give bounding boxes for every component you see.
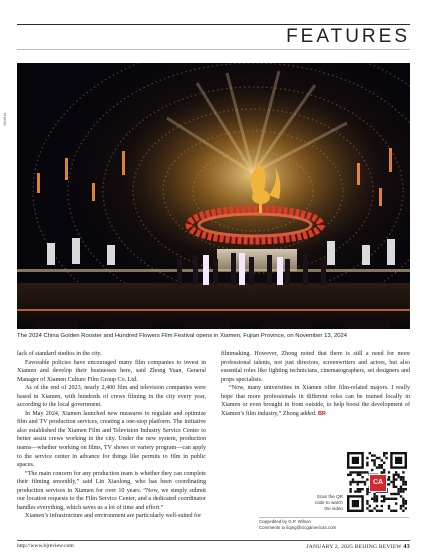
qr-module (390, 510, 392, 512)
qr-module (383, 469, 385, 471)
qr-module (373, 500, 375, 502)
qr-module (352, 481, 354, 483)
footer-url[interactable]: http://www.bjreview.com (17, 543, 74, 549)
qr-module (366, 462, 368, 464)
header-rule (17, 24, 410, 25)
qr-module (361, 471, 363, 473)
qr-module (390, 481, 392, 483)
qr-module (357, 471, 359, 473)
qr-module (393, 474, 395, 476)
qr-module (395, 498, 397, 500)
qr-module (378, 457, 380, 459)
qr-module (349, 481, 351, 483)
qr-module (383, 452, 385, 454)
qr-module (349, 490, 351, 492)
festival-photo (17, 63, 410, 329)
qr-note (296, 494, 343, 512)
qr-module (383, 500, 385, 502)
qr-module (349, 474, 351, 476)
qr-module (373, 454, 375, 456)
qr-module (359, 481, 361, 483)
qr-module (369, 505, 371, 507)
credits-rule (259, 517, 409, 518)
qr-module (361, 481, 363, 483)
qr-module (371, 459, 373, 461)
paragraph (221, 384, 410, 418)
qr-module (402, 476, 404, 478)
qr-module (388, 476, 390, 478)
qr-module (373, 495, 375, 497)
qr-module (385, 452, 387, 454)
qr-module (359, 490, 361, 492)
qr-module (359, 488, 361, 490)
qr-module (366, 464, 368, 466)
footer-issue (306, 543, 410, 550)
qr-module (373, 493, 375, 495)
qr-module (366, 493, 368, 495)
photo-credit: XINHUA (3, 112, 7, 126)
qr-module (357, 483, 359, 485)
paragraph-text: “Now, many universities in Xiamen offer film-related majors. I really hope that more professionals in different roles can be trained locally in Xiamen or even brought in from outside, to help boost the development of Xiamen’s film industry,” Zhong added. (221, 385, 410, 417)
copyedit-credit: Copyedited by G.P. Wilson (259, 519, 311, 524)
qr-module (405, 500, 407, 502)
qr-module (397, 488, 399, 490)
qr-module (400, 505, 402, 507)
qr-module (361, 488, 363, 490)
qr-module (393, 486, 395, 488)
qr-module (381, 464, 383, 466)
qr-module (371, 510, 373, 512)
qr-module (381, 505, 383, 507)
qr-module (366, 507, 368, 509)
qr-note-line: code to watch (314, 500, 343, 505)
qr-finder (395, 457, 402, 464)
qr-module (388, 505, 390, 507)
footer-issue-text: JANUARY 2, 2025 BEIJING REVIEW (306, 544, 402, 550)
qr-module (383, 454, 385, 456)
qr-module (400, 476, 402, 478)
header-rule-secondary (17, 49, 410, 50)
qr-module (400, 495, 402, 497)
qr-module (393, 476, 395, 478)
qr-module (352, 471, 354, 473)
qr-module (376, 498, 378, 500)
qr-module (373, 498, 375, 500)
qr-module (381, 500, 383, 502)
qr-module (349, 488, 351, 490)
qr-module (397, 493, 399, 495)
photo-caption: The 2024 China Golden Rooster and Hundred Flowers Film Festival opens in Xiamen, Fujian Province, on November 13, 2024 (17, 333, 348, 339)
qr-module (357, 481, 359, 483)
qr-module (364, 481, 366, 483)
qr-module (402, 471, 404, 473)
qr-module (359, 471, 361, 473)
credits (259, 519, 409, 531)
qr-note-line: the video (324, 506, 343, 511)
qr-module (397, 476, 399, 478)
qr-module (390, 498, 392, 500)
qr-module (402, 510, 404, 512)
qr-module (352, 478, 354, 480)
qr-module (402, 500, 404, 502)
qr-module (395, 478, 397, 480)
paragraph: Xiamen’s infrastructure and environment are particularly well-suited for (25, 513, 202, 520)
qr-module (383, 462, 385, 464)
qr-module (400, 490, 402, 492)
article-column-right (221, 350, 410, 418)
end-mark: BR (317, 410, 326, 417)
article-column-left (17, 350, 206, 521)
qr-module (388, 507, 390, 509)
festival-photo-art (17, 63, 410, 329)
qr-module (371, 454, 373, 456)
qr-module (378, 510, 380, 512)
qr-module (371, 498, 373, 500)
qr-module (395, 471, 397, 473)
qr-module (376, 500, 378, 502)
qr-module (405, 483, 407, 485)
paragraph: filmmaking. However, Zhong noted that there is still a need for more professional talents, not just directors, screenwriters and actors, but also essential roles like lighting technicians, cinematographers, set designers and props specialists. (221, 351, 410, 383)
qr-module (373, 462, 375, 464)
qr-module (376, 510, 378, 512)
qr-module (388, 498, 390, 500)
qr-module (383, 498, 385, 500)
qr-module (405, 502, 407, 504)
qr-module (400, 488, 402, 490)
qr-module (405, 488, 407, 490)
qr-module (364, 483, 366, 485)
qr-module (393, 498, 395, 500)
qr-module (400, 486, 402, 488)
qr-module (385, 457, 387, 459)
qr-module (357, 488, 359, 490)
qr-module (402, 490, 404, 492)
qr-module (395, 510, 397, 512)
qr-module (364, 471, 366, 473)
qr-finder (352, 500, 359, 507)
qr-module (388, 471, 390, 473)
paragraph: In May 2024, Xiamen launched new measures to regulate and optimize film and TV production services, creating a one-stop platform. The initiative also established the Xiamen Film and Television Industry Service Center to better assist crews working in the city. Under the new system, production teams—whether working on films, TV shows or variety program—can apply to the service center in advance for things like permits to film in public spaces. (17, 410, 206, 469)
qr-module (369, 510, 371, 512)
qr-module (376, 457, 378, 459)
qr-module (349, 471, 351, 473)
qr-module (400, 507, 402, 509)
paragraph: Favorable policies have encouraged many film companies to invest in Xiamen and develop their businesses here, said Zhong Yuan, General Manager of Xiamen Culture Film Group Co. Ltd. (17, 359, 206, 383)
qr-module (397, 474, 399, 476)
qr-module (376, 505, 378, 507)
qr-module (354, 481, 356, 483)
qr-module (366, 500, 368, 502)
qr-module (393, 493, 395, 495)
qr-module (400, 478, 402, 480)
qr-module (397, 490, 399, 492)
footer-rule (17, 540, 410, 541)
qr-module (388, 483, 390, 485)
qr-module (393, 510, 395, 512)
qr-code[interactable] (347, 452, 407, 512)
qr-module (376, 466, 378, 468)
qr-module (395, 493, 397, 495)
qr-module (381, 510, 383, 512)
qr-module (393, 478, 395, 480)
qr-module (373, 507, 375, 509)
qr-module (376, 495, 378, 497)
qr-module (395, 474, 397, 476)
qr-module (405, 481, 407, 483)
qr-module (402, 478, 404, 480)
qr-module (402, 498, 404, 500)
qr-module (388, 478, 390, 480)
qr-module (357, 490, 359, 492)
qr-logo: CA (369, 474, 387, 492)
page-number: 43 (403, 543, 410, 550)
qr-module (378, 464, 380, 466)
qr-module (381, 495, 383, 497)
qr-module (385, 498, 387, 500)
qr-module (402, 483, 404, 485)
qr-module (381, 466, 383, 468)
qr-module (373, 464, 375, 466)
qr-note-line: Scan the QR (316, 494, 343, 499)
qr-module (371, 469, 373, 471)
qr-module (405, 507, 407, 509)
qr-module (347, 474, 349, 476)
qr-module (361, 476, 363, 478)
qr-module (366, 457, 368, 459)
qr-module (402, 502, 404, 504)
qr-module (402, 488, 404, 490)
qr-module (381, 459, 383, 461)
qr-module (369, 452, 371, 454)
qr-module (402, 481, 404, 483)
qr-module (393, 483, 395, 485)
comments-email[interactable]: Comments to liqing@cicgamericas.com (259, 525, 337, 531)
section-title: FEATURES (286, 26, 410, 47)
qr-module (383, 495, 385, 497)
qr-module (378, 466, 380, 468)
paragraph: As of the end of 2023, nearly 2,400 film and television companies were based in Xiamen, with hundreds of crews filming in the city every year, according to the local government. (17, 385, 206, 409)
qr-finder (352, 457, 359, 464)
qr-module (349, 483, 351, 485)
qr-module (373, 459, 375, 461)
paragraph: lack of standard studios in the city. (17, 351, 102, 357)
qr-module (390, 493, 392, 495)
qr-module (354, 471, 356, 473)
qr-module (393, 481, 395, 483)
qr-module (354, 490, 356, 492)
qr-module (395, 502, 397, 504)
qr-module (402, 505, 404, 507)
qr-module (366, 502, 368, 504)
qr-module (395, 486, 397, 488)
qr-module (357, 474, 359, 476)
paragraph: “The main concern for any production team is whether they can complete their filming smoothly,” said Lin Xiaolong, who has been coordinating production services in Xiamen for over 10 years. “Now, we simply submit our location requests to the Film Service Center, and a dedicated coordinator handles everything, which saves us a lot of time and effort.” (17, 470, 206, 511)
qr-module (359, 474, 361, 476)
